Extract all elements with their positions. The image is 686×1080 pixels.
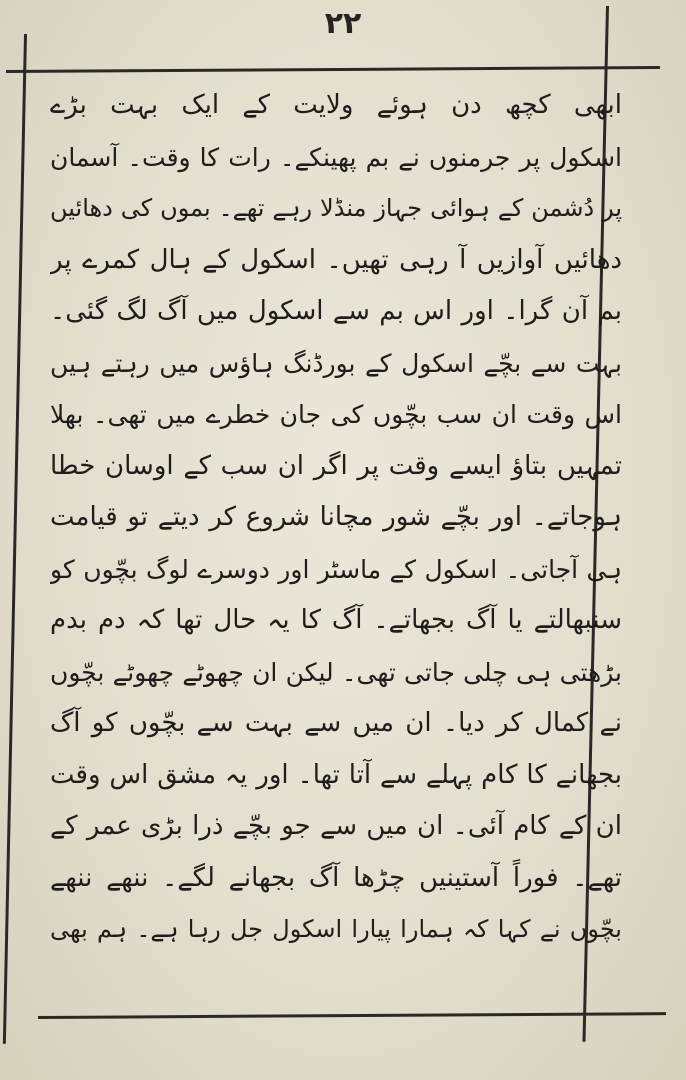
text-line: بم آن گرا۔ اور اس بم سے اسکول میں آگ لگ گئی۔ [50, 296, 622, 326]
text-line: بہت سے بچّے اسکول کے بورڈنگ ہاؤس میں رہتے ہیں [50, 348, 622, 378]
text-block [50, 80, 622, 1010]
text-line: بچّوں نے کہا کہ ہمارا پیارا اسکول جل رہا ہے۔ ہم بھی [50, 915, 622, 943]
text-line: بڑھتی ہی چلی جاتی تھی۔ لیکن ان چھوٹے چھوٹے بچّوں [50, 657, 622, 687]
text-line: ان کے کام آئی۔ ان میں سے جو بچّے ذرا بڑی عمر کے [50, 811, 622, 841]
text-line: پر دُشمن کے ہوائی جہاز منڈلا رہے تھے۔ بموں کی دھائیں [50, 194, 622, 222]
top-rule [6, 66, 660, 73]
text-line: نے کمال کر دیا۔ ان میں سے بہت سے بچّوں کو آگ [50, 708, 622, 738]
text-line: سنبھالتے یا آگ بجھاتے۔ آگ کا یہ حال تھا کہ دم بدم [50, 605, 622, 635]
text-line: ہی آجاتی۔ اسکول کے ماسٹر اور دوسرے لوگ بچّوں کو [50, 554, 622, 584]
text-line: اس وقت ان سب بچّوں کی جان خطرے میں تھی۔ بھلا [50, 400, 622, 429]
page-number: ۲۲ [324, 6, 362, 41]
text-line: ابھی کچھ دن ہوئے ولایت کے ایک بہت بڑے [50, 90, 622, 120]
text-line: تمہیں بتاؤ ایسے وقت پر اگر ان سب کے اوسان خطا [50, 450, 622, 481]
left-rule [3, 34, 27, 1044]
bottom-rule [38, 1012, 666, 1019]
text-line: اسکول پر جرمنوں نے بم پھینکے۔ رات کا وقت۔ آسمان [50, 142, 622, 172]
text-line: تھے۔ فوراً آستینیں چڑھا آگ بجھانے لگے۔ ننھے ننھے [50, 862, 622, 893]
text-line: بجھانے کا کام پہلے سے آتا تھا۔ اور یہ مشق اس وقت [50, 759, 622, 790]
text-line: ہوجاتے۔ اور بچّے شور مچانا شروع کر دیتے تو قیامت [50, 502, 622, 532]
text-line: دھائیں آوازیں آ رہی تھیں۔ اسکول کے ہال کمرے پر [50, 244, 622, 275]
